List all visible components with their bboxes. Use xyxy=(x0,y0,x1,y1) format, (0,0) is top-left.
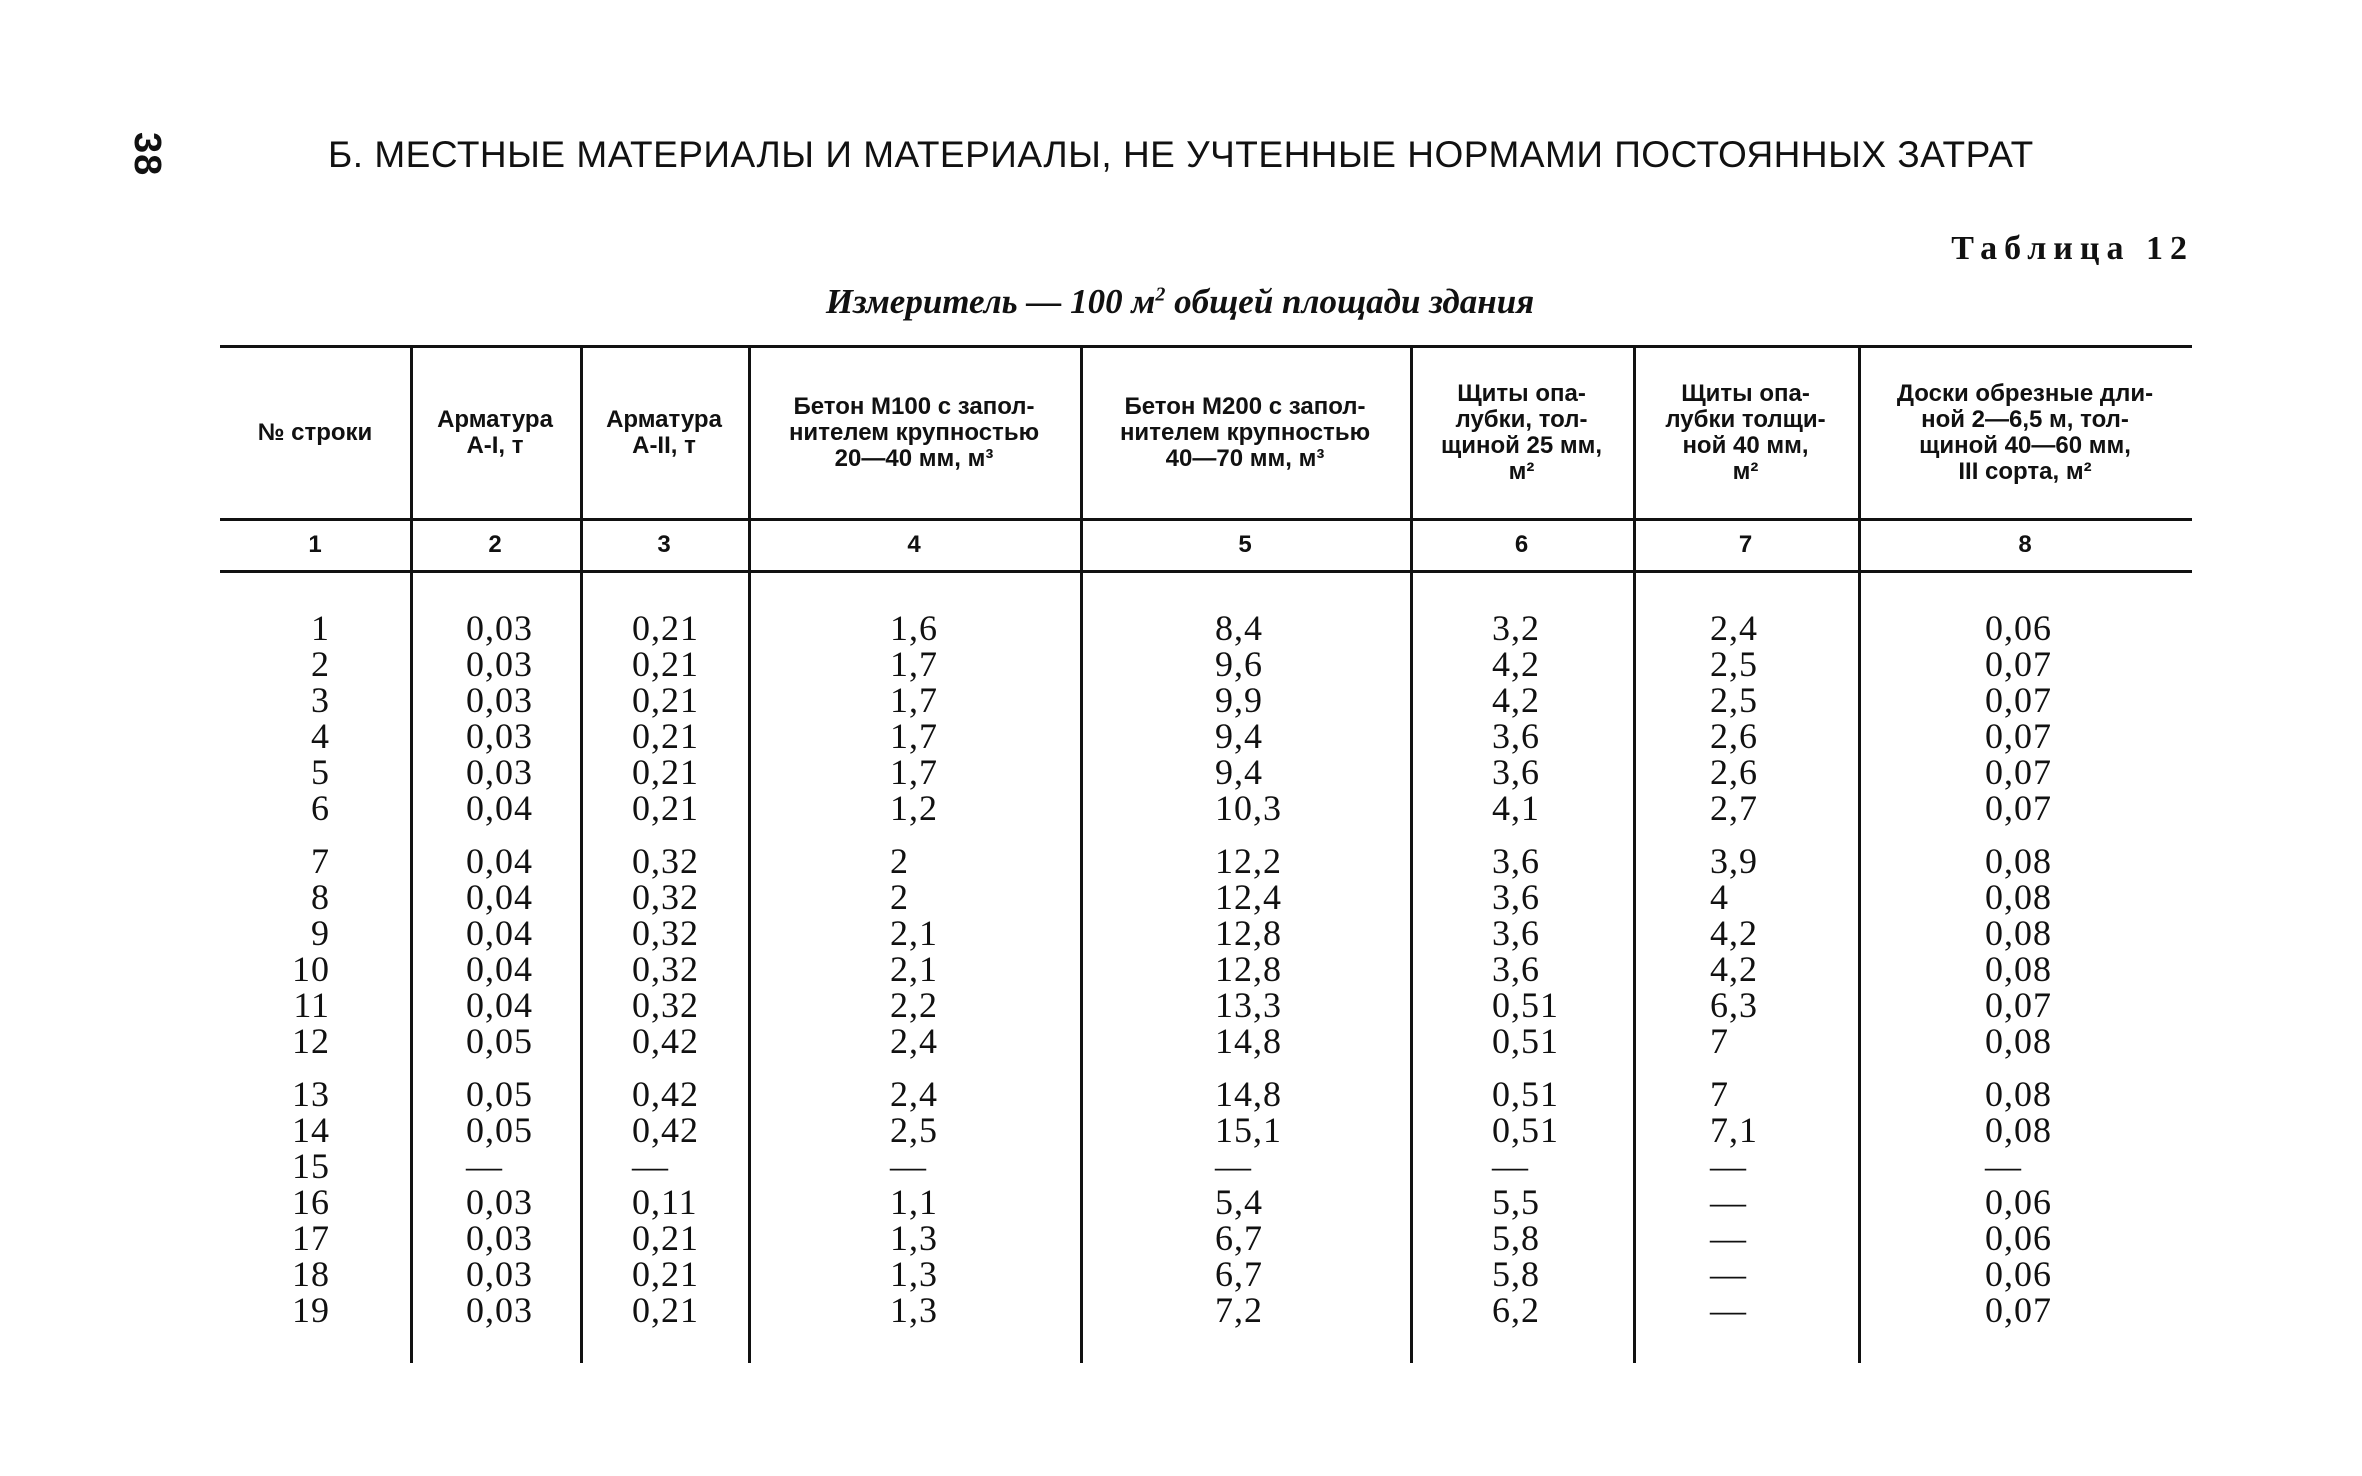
table-cell: — xyxy=(1710,1254,1747,1294)
row-number: 11 xyxy=(293,985,330,1025)
table-cell: 2,7 xyxy=(1710,788,1758,828)
table-label: Таблица 12 xyxy=(1951,230,2194,267)
row-number: 14 xyxy=(292,1110,330,1150)
column-header: Бетон М200 с запол- нителем крупностью 40—70 мм, м³ xyxy=(1119,393,1371,472)
table-cell: 5,8 xyxy=(1492,1218,1540,1258)
table-cell: 0,06 xyxy=(1985,1218,2052,1258)
table-cell: 7 xyxy=(1710,1021,1729,1061)
table-cell: 1,7 xyxy=(890,716,938,756)
table-row xyxy=(0,1184,2362,1220)
table-cell: 8,4 xyxy=(1215,608,1263,648)
table-cell: 3,6 xyxy=(1492,877,1540,917)
table-cell: 1,6 xyxy=(890,608,938,648)
table-cell: — xyxy=(466,1146,503,1186)
table-cell: 5,8 xyxy=(1492,1254,1540,1294)
table-cell: — xyxy=(1710,1146,1747,1186)
table-cell: 0,03 xyxy=(466,1254,533,1294)
table-cell: 2,5 xyxy=(1710,680,1758,720)
table-cell: 6,3 xyxy=(1710,985,1758,1025)
table-cell: 0,51 xyxy=(1492,985,1559,1025)
table-cell: 0,21 xyxy=(632,752,699,792)
table-cell: 12,2 xyxy=(1215,841,1282,881)
table-row xyxy=(0,1148,2362,1184)
table-cell: 0,04 xyxy=(466,788,533,828)
table-cell: 12,4 xyxy=(1215,877,1282,917)
table-cell: 9,4 xyxy=(1215,752,1263,792)
table-row xyxy=(0,1076,2362,1112)
column-number: 5 xyxy=(1238,531,1252,558)
table-row xyxy=(0,646,2362,682)
table-cell: 0,08 xyxy=(1985,913,2052,953)
row-number: 5 xyxy=(311,752,330,792)
table-cell: 3,6 xyxy=(1492,716,1540,756)
table-cell: 2,2 xyxy=(890,985,938,1025)
table-cell: 0,06 xyxy=(1985,1254,2052,1294)
table-cell: — xyxy=(1710,1182,1747,1222)
table-cell: 0,32 xyxy=(632,949,699,989)
table-cell: 0,07 xyxy=(1985,985,2052,1025)
table-cell: — xyxy=(1215,1146,1252,1186)
table-cell: 0,08 xyxy=(1985,841,2052,881)
column-number: 3 xyxy=(657,531,671,558)
table-cell: 7,2 xyxy=(1215,1290,1263,1330)
table-cell: 0,07 xyxy=(1985,788,2052,828)
row-number: 4 xyxy=(311,716,330,756)
table-row xyxy=(0,1292,2362,1328)
table-row xyxy=(0,843,2362,879)
table-cell: 3,9 xyxy=(1710,841,1758,881)
table-row xyxy=(0,1023,2362,1059)
row-number: 9 xyxy=(311,913,330,953)
table-row xyxy=(0,879,2362,915)
table-measure-caption xyxy=(790,282,1570,322)
table-cell: — xyxy=(890,1146,927,1186)
table-cell: 3,6 xyxy=(1492,913,1540,953)
measure-prefix: Измеритель — 100 м xyxy=(825,282,1156,321)
table-row xyxy=(0,682,2362,718)
table-cell: 0,08 xyxy=(1985,1074,2052,1114)
table-cell: 0,21 xyxy=(632,680,699,720)
table-cell: — xyxy=(1710,1290,1747,1330)
row-number: 12 xyxy=(292,1021,330,1061)
table-cell: 0,21 xyxy=(632,644,699,684)
table-row xyxy=(0,1220,2362,1256)
table-cell: 0,03 xyxy=(466,1290,533,1330)
row-number: 17 xyxy=(292,1218,330,1258)
table-cell: 15,1 xyxy=(1215,1110,1282,1150)
table-cell: 0,03 xyxy=(466,608,533,648)
table-cell: 0,07 xyxy=(1985,644,2052,684)
column-number: 7 xyxy=(1738,531,1753,558)
table-cell: 12,8 xyxy=(1215,949,1282,989)
table-cell: 3,6 xyxy=(1492,841,1540,881)
table-cell: 7,1 xyxy=(1710,1110,1758,1150)
row-number: 6 xyxy=(311,788,330,828)
table-cell: 0,21 xyxy=(632,1218,699,1258)
table-cell: 14,8 xyxy=(1215,1074,1282,1114)
table-cell: 9,9 xyxy=(1215,680,1263,720)
column-header: Бетон М100 с запол- нителем крупностью 20—40 мм, м³ xyxy=(788,393,1040,472)
column-header: Доски обрезные дли- ной 2—6,5 м, тол- щиной 40—60 мм, III сорта, м² xyxy=(1896,380,2154,485)
row-number: 3 xyxy=(311,680,330,720)
column-number: 8 xyxy=(2018,531,2032,558)
column-header: Арматура А-II, т xyxy=(606,406,722,459)
table-cell: 0,51 xyxy=(1492,1021,1559,1061)
table-cell: 3,6 xyxy=(1492,752,1540,792)
table-cell: 0,07 xyxy=(1985,716,2052,756)
table-cell: 0,03 xyxy=(466,1218,533,1258)
column-header: Щиты опа- лубки, тол- щиной 25 мм, м² xyxy=(1440,380,1603,485)
table-cell: 0,21 xyxy=(632,1254,699,1294)
table-cell: 0,03 xyxy=(466,716,533,756)
row-number: 18 xyxy=(292,1254,330,1294)
header-bottom-rule xyxy=(220,518,2192,521)
table-cell: 0,07 xyxy=(1985,1290,2052,1330)
table-cell: 6,7 xyxy=(1215,1254,1263,1294)
table-cell: 0,42 xyxy=(632,1074,699,1114)
column-header: № строки xyxy=(257,419,373,446)
table-cell: 0,05 xyxy=(466,1074,533,1114)
table-cell: 0,03 xyxy=(466,752,533,792)
table-row xyxy=(0,1256,2362,1292)
table-cell: 0,51 xyxy=(1492,1074,1559,1114)
table-row xyxy=(0,790,2362,826)
section-title: Б. МЕСТНЫЕ МАТЕРИАЛЫ И МАТЕРИАЛЫ, НЕ УЧТЕННЫЕ НОРМАМИ ПОСТОЯННЫХ ЗАТРАТ xyxy=(328,134,2034,175)
row-number: 10 xyxy=(292,949,330,989)
table-cell: 1,3 xyxy=(890,1254,938,1294)
table-cell: 9,4 xyxy=(1215,716,1263,756)
column-number: 1 xyxy=(308,531,322,558)
table-cell: 2,5 xyxy=(1710,644,1758,684)
table-cell: 1,2 xyxy=(890,788,938,828)
table-cell: 0,03 xyxy=(466,680,533,720)
table-row xyxy=(0,951,2362,987)
table-cell: 0,32 xyxy=(632,913,699,953)
table-cell: 2 xyxy=(890,841,909,881)
table-cell: 0,21 xyxy=(632,716,699,756)
table-cell: 4,1 xyxy=(1492,788,1540,828)
table-cell: 1,3 xyxy=(890,1290,938,1330)
table-cell: 0,08 xyxy=(1985,1110,2052,1150)
table-cell: 1,7 xyxy=(890,680,938,720)
table-top-rule xyxy=(220,345,2192,348)
table-cell: 9,6 xyxy=(1215,644,1263,684)
table-cell: 0,21 xyxy=(632,608,699,648)
table-cell: 10,3 xyxy=(1215,788,1282,828)
table-cell: 4,2 xyxy=(1492,644,1540,684)
table-cell: — xyxy=(632,1146,669,1186)
table-cell: 5,5 xyxy=(1492,1182,1540,1222)
table-row xyxy=(0,1112,2362,1148)
table-cell: 0,32 xyxy=(632,985,699,1025)
table-row xyxy=(0,915,2362,951)
table-cell: 12,8 xyxy=(1215,913,1282,953)
table-cell: — xyxy=(1492,1146,1529,1186)
table-cell: 0,04 xyxy=(466,913,533,953)
table-cell: 2,1 xyxy=(890,913,938,953)
table-cell: 0,05 xyxy=(466,1021,533,1061)
table-cell: 0,04 xyxy=(466,949,533,989)
row-number: 16 xyxy=(292,1182,330,1222)
table-row xyxy=(0,987,2362,1023)
table-cell: 2,6 xyxy=(1710,752,1758,792)
table-cell: 4 xyxy=(1710,877,1729,917)
table-cell: 0,04 xyxy=(466,985,533,1025)
column-header: Щиты опа- лубки толщи- ной 40 мм, м² xyxy=(1665,380,1826,485)
table-cell: 2,4 xyxy=(890,1074,938,1114)
table-cell: 1,7 xyxy=(890,644,938,684)
table-cell: 2,1 xyxy=(890,949,938,989)
table-cell: 2,4 xyxy=(890,1021,938,1061)
table-cell: 0,04 xyxy=(466,877,533,917)
column-numbers-rule xyxy=(220,570,2192,573)
table-cell: 2,5 xyxy=(890,1110,938,1150)
table-cell: 0,11 xyxy=(632,1182,698,1222)
row-number: 1 xyxy=(311,608,330,648)
table-cell: 0,32 xyxy=(632,841,699,881)
table-cell: 0,07 xyxy=(1985,680,2052,720)
table-cell: 6,7 xyxy=(1215,1218,1263,1258)
table-cell: 0,08 xyxy=(1985,1021,2052,1061)
table-cell: 7 xyxy=(1710,1074,1729,1114)
table-cell: 0,42 xyxy=(632,1021,699,1061)
column-number: 4 xyxy=(907,531,921,558)
table-cell: 0,21 xyxy=(632,1290,699,1330)
table-cell: 2 xyxy=(890,877,909,917)
measure-suffix: общей площади здания xyxy=(1165,282,1535,321)
table-cell: 0,03 xyxy=(466,1182,533,1222)
table-cell: 0,07 xyxy=(1985,752,2052,792)
table-row xyxy=(0,610,2362,646)
row-number: 19 xyxy=(292,1290,330,1330)
column-number: 6 xyxy=(1514,531,1529,558)
table-cell: 2,4 xyxy=(1710,608,1758,648)
table-cell: 0,05 xyxy=(466,1110,533,1150)
table-cell: — xyxy=(1985,1146,2022,1186)
row-number: 2 xyxy=(311,644,330,684)
table-cell: 4,2 xyxy=(1492,680,1540,720)
table-cell: 0,42 xyxy=(632,1110,699,1150)
table-cell: 0,51 xyxy=(1492,1110,1559,1150)
table-cell: 1,7 xyxy=(890,752,938,792)
table-cell: 0,21 xyxy=(632,788,699,828)
table-cell: 0,06 xyxy=(1985,1182,2052,1222)
table-cell: 0,04 xyxy=(466,841,533,881)
table-cell: 0,08 xyxy=(1985,949,2052,989)
table-cell: 1,3 xyxy=(890,1218,938,1258)
table-cell: 4,2 xyxy=(1710,949,1758,989)
table-cell: 3,6 xyxy=(1492,949,1540,989)
table-cell: 1,1 xyxy=(890,1182,938,1222)
measure-exponent: 2 xyxy=(1155,283,1166,306)
column-number: 2 xyxy=(488,531,502,558)
table-cell: — xyxy=(1710,1218,1747,1258)
table-cell: 6,2 xyxy=(1492,1290,1540,1330)
row-number: 8 xyxy=(311,877,330,917)
table-cell: 0,03 xyxy=(466,644,533,684)
row-number: 7 xyxy=(311,841,330,881)
row-number: 15 xyxy=(292,1146,330,1186)
table-cell: 2,6 xyxy=(1710,716,1758,756)
column-header: Арматура А-I, т xyxy=(437,406,553,459)
table-cell: 0,08 xyxy=(1985,877,2052,917)
page-number: 38 xyxy=(126,132,168,177)
table-cell: 0,06 xyxy=(1985,608,2052,648)
table-cell: 0,32 xyxy=(632,877,699,917)
table-row xyxy=(0,718,2362,754)
table-row xyxy=(0,754,2362,790)
table-cell: 13,3 xyxy=(1215,985,1282,1025)
table-cell: 5,4 xyxy=(1215,1182,1263,1222)
row-number: 13 xyxy=(292,1074,330,1114)
table-cell: 3,2 xyxy=(1492,608,1540,648)
table-cell: 4,2 xyxy=(1710,913,1758,953)
table-cell: 14,8 xyxy=(1215,1021,1282,1061)
